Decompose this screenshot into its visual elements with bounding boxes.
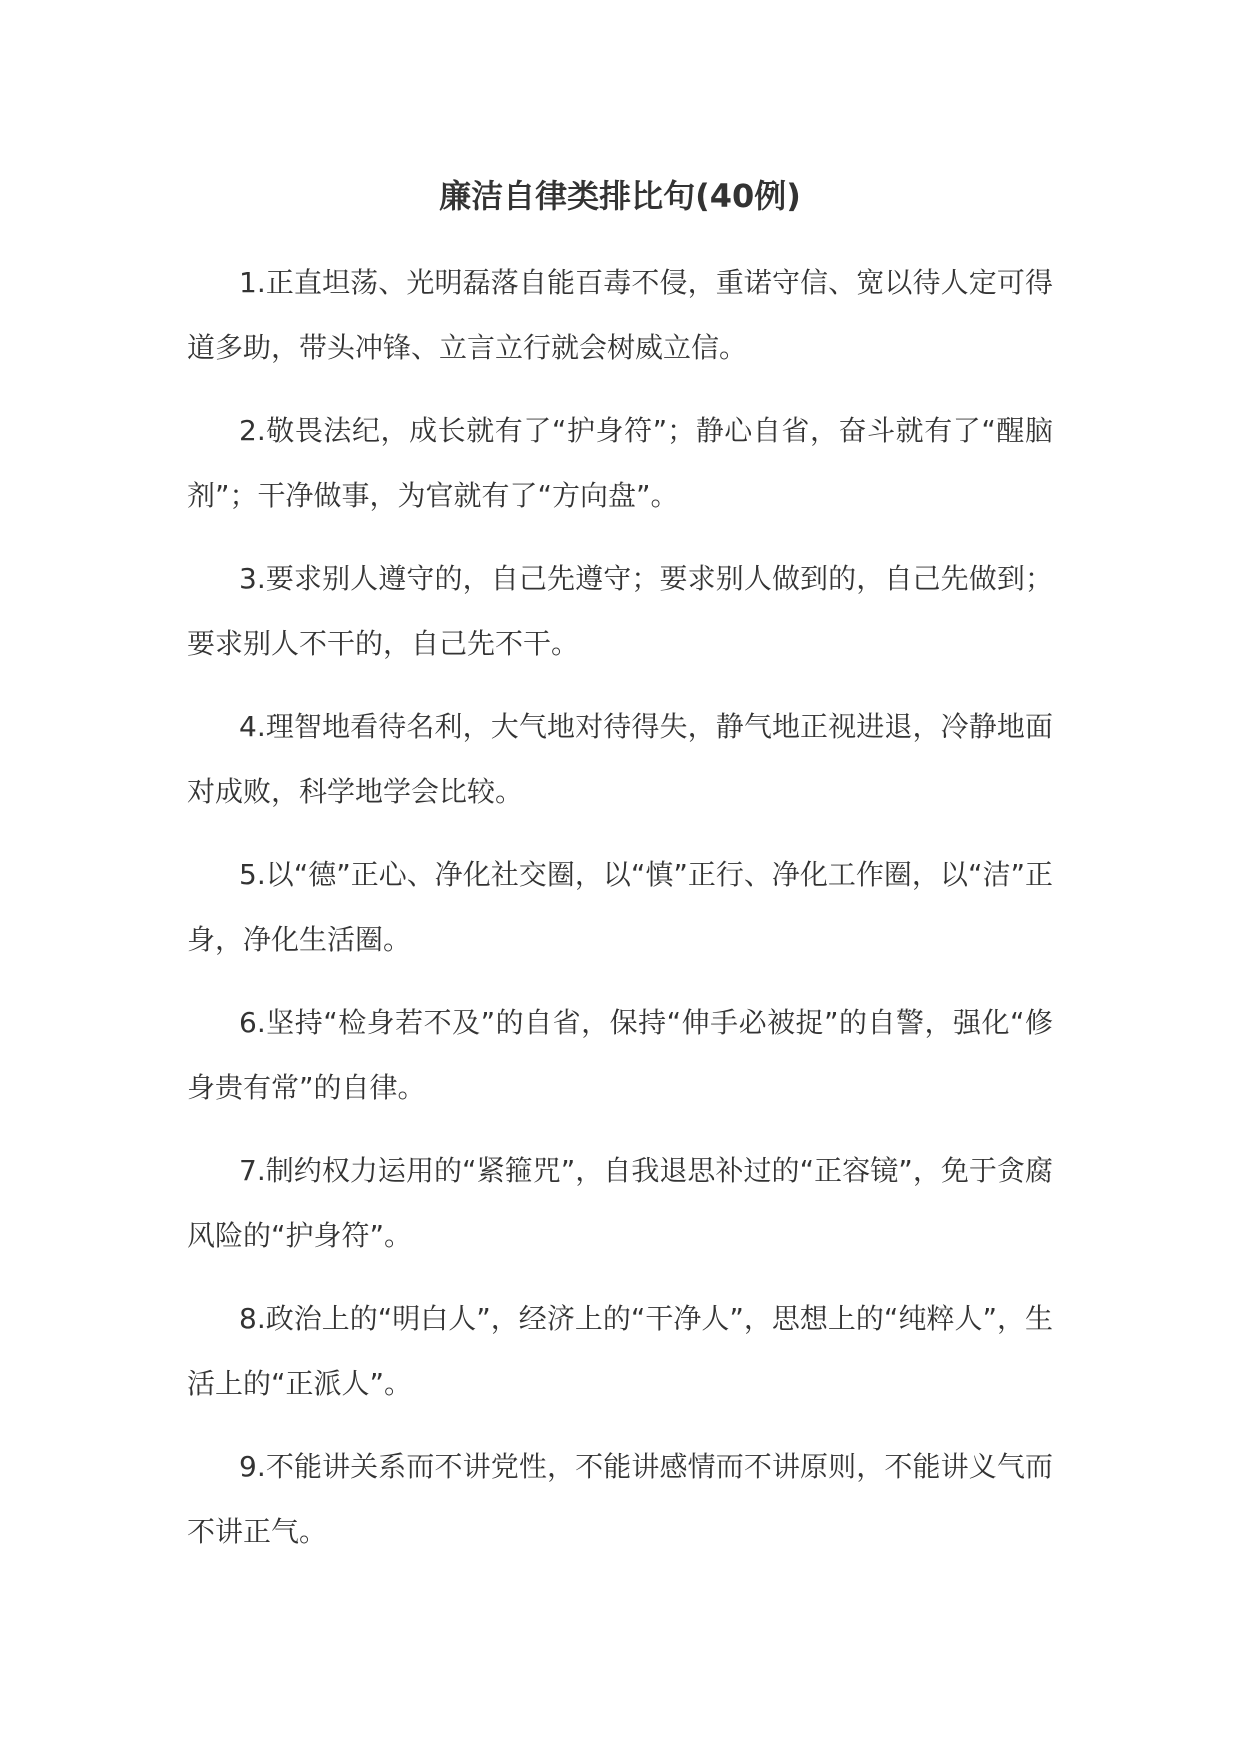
list-item: 1.正直坦荡、光明磊落自能百毒不侵，重诺守信、宽以待人定可得道多助，带头冲锋、立言立行就会树威立信。 [187,266,1053,364]
list-item: 3.要求别人遵守的，自己先遵守；要求别人做到的，自己先做到；要求别人不干的，自己先不干。 [187,562,1053,660]
list-item: 7.制约权力运用的“紧箍咒”，自我退思补过的“正容镜”，免于贪腐风险的“护身符”。 [187,1154,1053,1252]
list-item: 2.敬畏法纪，成长就有了“护身符”；静心自省，奋斗就有了“醒脑剂”；干净做事，为官就有了“方向盘”。 [187,414,1053,512]
list-item: 8.政治上的“明白人”，经济上的“干净人”，思想上的“纯粹人”，生活上的“正派人”。 [187,1302,1053,1400]
list-item: 5.以“德”正心、净化社交圈，以“慎”正行、净化工作圈，以“洁”正身，净化生活圈。 [187,858,1053,956]
list-item: 6.坚持“检身若不及”的自省，保持“伸手必被捉”的自警，强化“修身贵有常”的自律。 [187,1006,1053,1104]
document-body [187,250,1053,1582]
page-title: 廉洁自律类排比句(40例) [439,177,801,215]
list-item: 4.理智地看待名利，大气地对待得失，静气地正视进退，冷静地面对成败，科学地学会比较。 [187,710,1053,808]
list-item: 9.不能讲关系而不讲党性，不能讲感情而不讲原则，不能讲义气而不讲正气。 [187,1450,1053,1548]
